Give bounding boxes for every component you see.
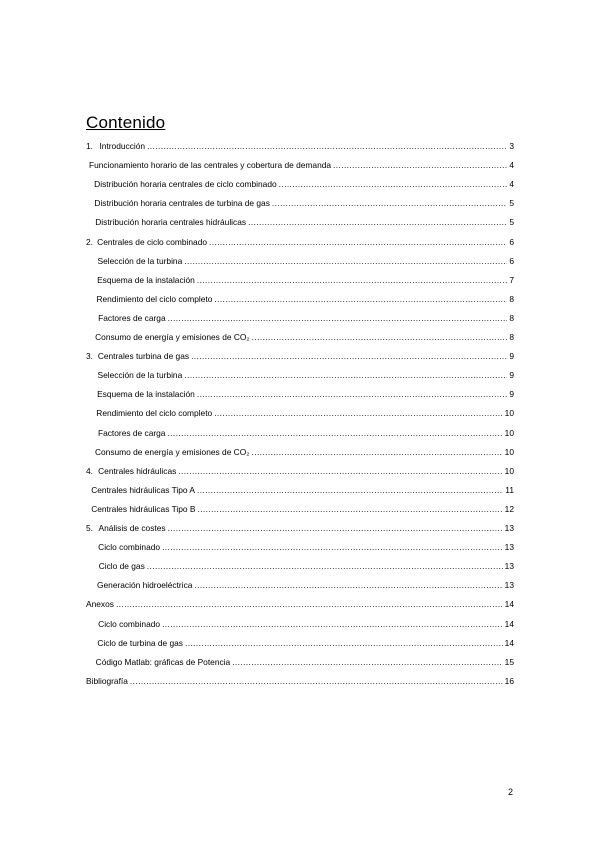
- toc-entry-number: 5.: [86, 523, 93, 533]
- toc-entry-label: Código Matlab: gráficas de Potencia: [95, 656, 231, 667]
- toc-entry-label: Factores de carga: [98, 312, 166, 323]
- toc-entry-label: Generación hidroeléctrica: [96, 580, 193, 591]
- toc-entry-page: 14: [504, 618, 514, 629]
- toc-entry-page: 9: [509, 351, 514, 362]
- toc-entry-label: Selección de la turbina: [97, 255, 183, 266]
- toc-entry-label: Análisis de costes: [98, 523, 166, 533]
- toc-entry-label: Ciclo de turbina de gas: [97, 637, 183, 648]
- toc-entry[interactable]: [86, 445, 514, 459]
- toc-entry-page: 10: [504, 465, 514, 476]
- toc-entry[interactable]: [86, 674, 514, 688]
- toc-entry-page: 6: [509, 236, 514, 247]
- toc-entry-page: 5: [509, 198, 514, 209]
- toc-entry[interactable]: [86, 158, 514, 172]
- toc-entry-page: 10: [504, 427, 514, 438]
- toc-dot-leader: [197, 273, 507, 287]
- toc-dot-leader: [279, 177, 508, 191]
- toc-entry[interactable]: [86, 426, 514, 440]
- toc-entry[interactable]: [86, 655, 514, 669]
- toc-entry-page: 4: [509, 160, 514, 171]
- toc-entry-label: Ciclo de gas: [98, 561, 145, 572]
- toc-entry[interactable]: [86, 464, 514, 478]
- toc-entry[interactable]: [86, 254, 514, 268]
- toc-entry-label: Esquema de la instalación: [97, 274, 195, 285]
- toc-entry-page: 13: [504, 542, 514, 553]
- toc-entry-page: 13: [504, 561, 514, 572]
- toc-entry-page: 3: [509, 141, 514, 151]
- toc-entry-page: 5: [509, 217, 514, 228]
- toc-entry-page: 13: [504, 523, 514, 533]
- toc-entry[interactable]: [86, 139, 514, 153]
- toc-dot-leader: [147, 559, 503, 573]
- toc-entry-number: 4.: [86, 465, 93, 476]
- toc-entry-page: 15: [504, 656, 514, 667]
- toc-dot-leader: [252, 445, 503, 459]
- toc-entry-label: Centrales de ciclo combinado: [97, 236, 208, 247]
- toc-entry-page: 4: [509, 179, 514, 190]
- toc-entry-page: 10: [504, 446, 514, 457]
- toc-entry-page: 12: [504, 503, 514, 514]
- toc-entry-label: Consumo de energía y emisiones de CO₂: [95, 332, 250, 342]
- toc-entry-page: 13: [504, 580, 514, 591]
- toc-dot-leader: [197, 502, 502, 516]
- toc-dot-leader: [272, 196, 507, 210]
- toc-entry[interactable]: [86, 387, 514, 401]
- toc-dot-leader: [162, 617, 503, 631]
- toc-entry[interactable]: [86, 349, 514, 363]
- toc-entry-page: 8: [509, 312, 514, 323]
- toc-entry-label: Centrales hidráulicas Tipo B: [91, 503, 196, 514]
- toc-entry[interactable]: [86, 559, 514, 573]
- toc-title: Contenido: [86, 113, 166, 132]
- toc-entry[interactable]: [86, 368, 514, 382]
- toc-dot-leader: [248, 215, 507, 229]
- toc-entry-label: Funcionamiento horario de las centrales y cobertura de demanda: [88, 160, 332, 171]
- toc-entry[interactable]: [86, 406, 514, 420]
- toc-dot-leader: [194, 578, 502, 592]
- toc-entry[interactable]: [86, 273, 514, 287]
- toc-entry[interactable]: [86, 330, 514, 344]
- toc-dot-leader: [197, 387, 507, 401]
- toc-dot-leader: [178, 464, 502, 478]
- toc-entry-label: Factores de carga: [97, 427, 166, 438]
- toc-entry-page: 6: [509, 255, 514, 266]
- toc-entry[interactable]: [86, 177, 514, 191]
- toc-dot-leader: [191, 349, 507, 363]
- toc-dot-leader: [147, 139, 507, 153]
- toc-entry-label: Anexos: [86, 599, 114, 610]
- toc-entry[interactable]: [86, 215, 514, 229]
- toc-entry-label: Rendimiento del ciclo completo: [96, 408, 213, 419]
- toc-entry-label: Bibliografía: [86, 675, 128, 686]
- toc-entry-label: Centrales turbina de gas: [97, 351, 190, 362]
- toc-entry[interactable]: [86, 636, 514, 650]
- toc-dot-leader: [252, 330, 508, 344]
- toc-entry-page: 16: [504, 675, 514, 686]
- toc-dot-leader: [214, 292, 507, 306]
- toc-entry-page: 14: [504, 637, 514, 648]
- toc-entry-label: Centrales hidráulicas: [98, 465, 177, 476]
- toc-entry-page: 9: [509, 370, 514, 381]
- toc-dot-leader: [197, 483, 503, 497]
- toc-dot-leader: [185, 636, 503, 650]
- toc-entry-label: Introducción: [99, 141, 146, 151]
- toc-entry-label: Centrales hidráulicas Tipo A: [91, 484, 196, 495]
- toc-entry-number: 3.: [86, 351, 93, 362]
- toc-dot-leader: [168, 311, 508, 325]
- toc-entry[interactable]: [86, 597, 514, 611]
- toc-dot-leader: [232, 655, 502, 669]
- toc-entry-label: Distribución horaria centrales hidráulicas: [95, 217, 247, 228]
- toc-entry[interactable]: [86, 483, 514, 497]
- toc-dot-leader: [184, 368, 507, 382]
- toc-dot-leader: [168, 521, 503, 535]
- toc-dot-leader: [333, 158, 507, 172]
- toc-entry[interactable]: [86, 578, 514, 592]
- toc-entry[interactable]: [86, 617, 514, 631]
- toc-dot-leader: [167, 426, 502, 440]
- toc-entry[interactable]: [86, 311, 514, 325]
- toc-entry[interactable]: [86, 540, 514, 554]
- toc-entry-number: 2.: [86, 236, 93, 247]
- toc-entry-label: Consumo de energía y emisiones de CO₂: [94, 446, 250, 457]
- toc-entry-page: 14: [504, 599, 514, 610]
- toc-dot-leader: [130, 674, 503, 688]
- toc-dot-leader: [116, 597, 503, 611]
- toc-entry-label: Distribución horaria centrales de turbina de gas: [94, 198, 270, 209]
- toc-entry-label: Ciclo combinado: [98, 542, 161, 553]
- toc-entry[interactable]: [86, 292, 514, 306]
- toc-dot-leader: [162, 540, 503, 554]
- toc-entry[interactable]: [86, 235, 514, 249]
- toc-entry-page: 8: [509, 293, 514, 304]
- toc-entry[interactable]: [86, 502, 514, 516]
- toc-entry-label: Rendimiento del ciclo completo: [96, 293, 213, 304]
- toc-entry-page: 10: [504, 408, 514, 419]
- toc-entry-page: 11: [505, 484, 514, 495]
- toc-entry-label: Distribución horaria centrales de ciclo combinado: [94, 179, 277, 190]
- toc-entry[interactable]: [86, 196, 514, 210]
- page-number: 2: [508, 787, 514, 797]
- toc-entry-page: 7: [509, 274, 514, 285]
- toc-entry-number: 1.: [86, 141, 93, 151]
- toc-entry-label: Ciclo combinado: [98, 618, 161, 629]
- toc-entry-page: 8: [509, 332, 514, 342]
- toc-entry[interactable]: [86, 521, 514, 535]
- toc-entry-label: Esquema de la instalación: [97, 389, 195, 400]
- toc-entry-label: Selección de la turbina: [97, 370, 183, 381]
- toc-entry-page: 9: [509, 389, 514, 400]
- toc-dot-leader: [184, 254, 507, 268]
- toc-dot-leader: [209, 235, 507, 249]
- toc-dot-leader: [214, 406, 502, 420]
